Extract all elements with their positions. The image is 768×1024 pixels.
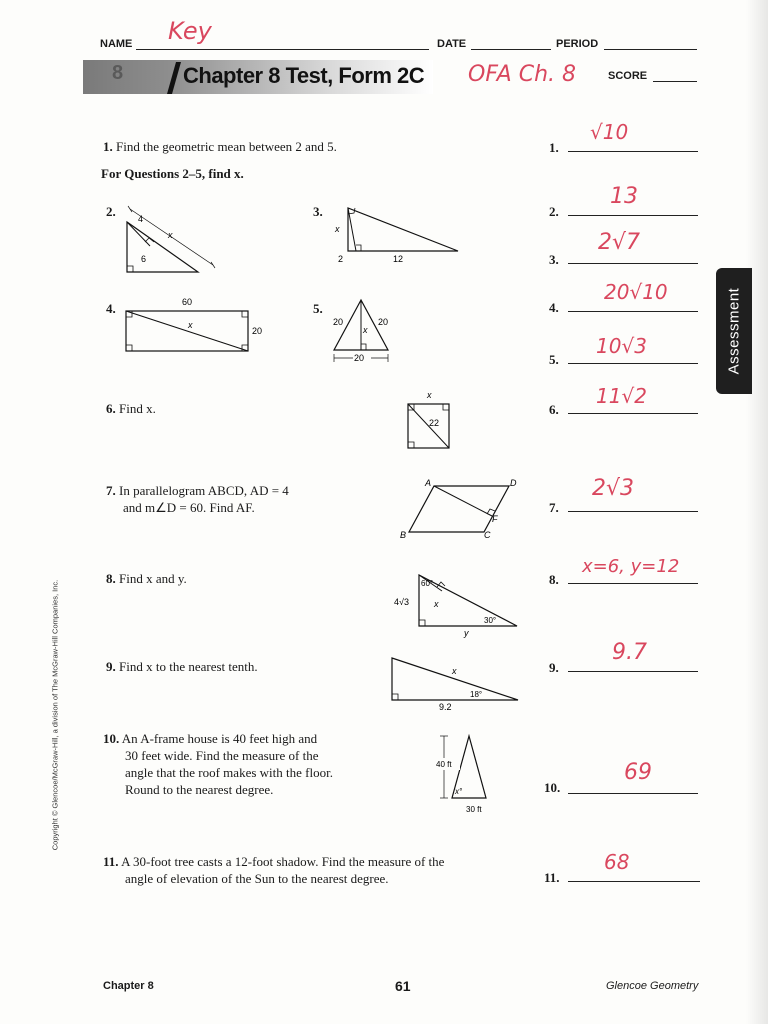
answer-3-number: 3. bbox=[549, 252, 559, 267]
question-1-text: Find the geometric mean between 2 and 5. bbox=[116, 139, 337, 154]
question-1 bbox=[103, 138, 337, 155]
name-line bbox=[136, 49, 429, 50]
answer-7-line bbox=[568, 511, 698, 512]
question-7-line2: and m∠D = 60. Find AF. bbox=[123, 500, 255, 515]
question-8-number: 8. bbox=[106, 571, 116, 586]
question-11-line2: angle of elevation of the Sun to the nearest degree. bbox=[125, 871, 389, 886]
figure-q4 bbox=[120, 295, 270, 357]
q3-label-2: 2 bbox=[338, 254, 344, 264]
figure-q10 bbox=[430, 728, 505, 820]
q7-label-F: F bbox=[492, 514, 498, 524]
answer-8-value: x=6, y=12 bbox=[582, 556, 680, 577]
period-label: PERIOD bbox=[556, 38, 599, 50]
answer-4-value: 20√10 bbox=[604, 280, 668, 304]
question-10-line4: Round to the nearest degree. bbox=[125, 782, 274, 797]
score-line bbox=[653, 81, 697, 82]
q10-label-base: 30 ft bbox=[466, 805, 482, 814]
answer-9-value: 9.7 bbox=[612, 640, 647, 665]
q4-label-60: 60 bbox=[182, 297, 193, 307]
name-label: NAME bbox=[100, 38, 133, 50]
answer-9-number: 9. bbox=[549, 660, 559, 675]
answer-6-value: 11√2 bbox=[596, 384, 647, 408]
q9-label-x: x bbox=[452, 666, 457, 676]
q7-label-D: D bbox=[510, 478, 517, 488]
date-label: DATE bbox=[437, 38, 467, 50]
question-8-text: Find x and y. bbox=[119, 571, 187, 586]
question-9 bbox=[106, 658, 258, 675]
answer-2-line bbox=[568, 215, 698, 216]
instructions: For Questions 2–5, find x. bbox=[101, 166, 244, 181]
answer-3-value: 2√7 bbox=[598, 230, 641, 255]
answer-10-number: 10. bbox=[544, 780, 561, 795]
title-slash-divider bbox=[167, 62, 181, 94]
question-6 bbox=[106, 400, 156, 417]
page-title: Chapter 8 Test, Form 2C bbox=[183, 63, 425, 88]
answer-11-line bbox=[568, 881, 700, 882]
footer-page-number: 61 bbox=[395, 978, 411, 994]
question-9-text: Find x to the nearest tenth. bbox=[119, 659, 258, 674]
score-label: SCORE bbox=[608, 70, 648, 82]
q8-label-x: x bbox=[434, 599, 439, 609]
answer-11-value: 68 bbox=[604, 850, 630, 874]
answer-9-line bbox=[568, 671, 698, 672]
answer-5-value: 10√3 bbox=[596, 334, 647, 358]
answer-6-number: 6. bbox=[549, 402, 559, 417]
q9-label-18: 18° bbox=[470, 690, 483, 699]
q3-label-x: x bbox=[335, 224, 340, 234]
figure-q6 bbox=[400, 388, 462, 456]
q5-label-base: 20 bbox=[354, 353, 365, 363]
question-10-line2: 30 feet wide. Find the measure of the bbox=[125, 748, 319, 763]
answer-7-value: 2√3 bbox=[592, 476, 635, 501]
question-11 bbox=[103, 853, 444, 887]
answer-10-value: 69 bbox=[624, 760, 652, 785]
q2-label-6: 6 bbox=[141, 254, 147, 264]
q2-label-4: 4 bbox=[138, 214, 144, 224]
question-10-number: 10. bbox=[103, 731, 120, 746]
question-7-line1: In parallelogram ABCD, AD = 4 bbox=[119, 483, 289, 498]
answer-10-line bbox=[568, 793, 698, 794]
question-6-number: 6. bbox=[106, 401, 116, 416]
figure-q8 bbox=[392, 565, 522, 640]
q8-label-60: 60° bbox=[421, 579, 434, 588]
answer-6-line bbox=[568, 413, 698, 414]
q4-label-20: 20 bbox=[252, 326, 263, 336]
question-11-line1: A 30-foot tree casts a 12-foot shadow. Find the measure of the bbox=[121, 854, 445, 869]
answer-5-line bbox=[568, 363, 698, 364]
question-8 bbox=[106, 570, 187, 587]
answer-8-line bbox=[568, 583, 698, 584]
question-11-number: 11. bbox=[103, 854, 119, 869]
figure-q7 bbox=[396, 474, 526, 542]
answer-8-number: 8. bbox=[549, 572, 559, 587]
q5-label-left: 20 bbox=[333, 317, 344, 327]
question-7 bbox=[106, 482, 289, 516]
figure-q9 bbox=[386, 652, 526, 714]
copyright-notice: Copyright © Glencoe/McGraw-Hill, a division of The McGraw-Hill Companies, Inc. bbox=[50, 579, 60, 851]
assessment-tab bbox=[716, 268, 752, 394]
q6-label-22: 22 bbox=[429, 418, 440, 428]
answer-5-number: 5. bbox=[549, 352, 559, 367]
answer-4-number: 4. bbox=[549, 300, 559, 315]
q8-label-30: 30° bbox=[484, 616, 497, 625]
question-10-line1: An A-frame house is 40 feet high and bbox=[121, 731, 318, 746]
question-7-number: 7. bbox=[106, 483, 116, 498]
question-10-line3: angle that the roof makes with the floor. bbox=[125, 765, 333, 780]
q6-label-x: x bbox=[427, 390, 432, 400]
answer-2-value: 13 bbox=[610, 184, 638, 209]
assessment-tab-label: Assessment bbox=[725, 287, 743, 375]
answer-7-number: 7. bbox=[549, 500, 559, 515]
date-line bbox=[471, 49, 551, 50]
chapter-number: 8 bbox=[112, 62, 124, 84]
answer-11-number: 11. bbox=[544, 870, 560, 885]
q2-label-x: x bbox=[168, 230, 173, 240]
answer-1-line bbox=[568, 151, 698, 152]
q10-label-angle: x° bbox=[455, 787, 463, 796]
q3-label-12: 12 bbox=[393, 254, 404, 264]
question-6-text: Find x. bbox=[119, 401, 156, 416]
answer-4-line bbox=[568, 311, 698, 312]
question-2-number: 2. bbox=[106, 204, 116, 219]
answer-1-number: 1. bbox=[549, 140, 559, 155]
figure-q2 bbox=[118, 200, 218, 275]
q4-label-x: x bbox=[188, 320, 193, 330]
figure-q3 bbox=[328, 202, 463, 267]
period-line bbox=[604, 49, 697, 50]
q8-label-side: 4√3 bbox=[394, 597, 409, 607]
question-4-number: 4. bbox=[106, 301, 116, 316]
question-5-number: 5. bbox=[313, 301, 323, 316]
q10-label-height: 40 ft bbox=[436, 760, 452, 769]
answer-3-line bbox=[568, 263, 698, 264]
answer-1-value: √10 bbox=[590, 120, 629, 144]
q5-label-right: 20 bbox=[378, 317, 389, 327]
q8-label-y: y bbox=[464, 628, 469, 638]
figure-q5 bbox=[325, 295, 405, 365]
q7-label-C: C bbox=[484, 530, 491, 540]
handwritten-title: OFA Ch. 8 bbox=[468, 62, 577, 87]
name-value: Key bbox=[168, 17, 212, 45]
q9-label-base: 9.2 bbox=[439, 702, 452, 712]
scan-edge-shadow bbox=[746, 0, 768, 1024]
question-3-number: 3. bbox=[313, 204, 323, 219]
footer-book-title: Glencoe Geometry bbox=[606, 980, 699, 992]
q7-label-B: B bbox=[400, 530, 407, 540]
question-1-number: 1. bbox=[103, 139, 113, 154]
q7-label-A: A bbox=[425, 478, 432, 488]
q5-label-x: x bbox=[363, 325, 368, 335]
answer-2-number: 2. bbox=[549, 204, 559, 219]
question-9-number: 9. bbox=[106, 659, 116, 674]
question-10 bbox=[103, 730, 333, 798]
footer-chapter: Chapter 8 bbox=[103, 980, 154, 992]
